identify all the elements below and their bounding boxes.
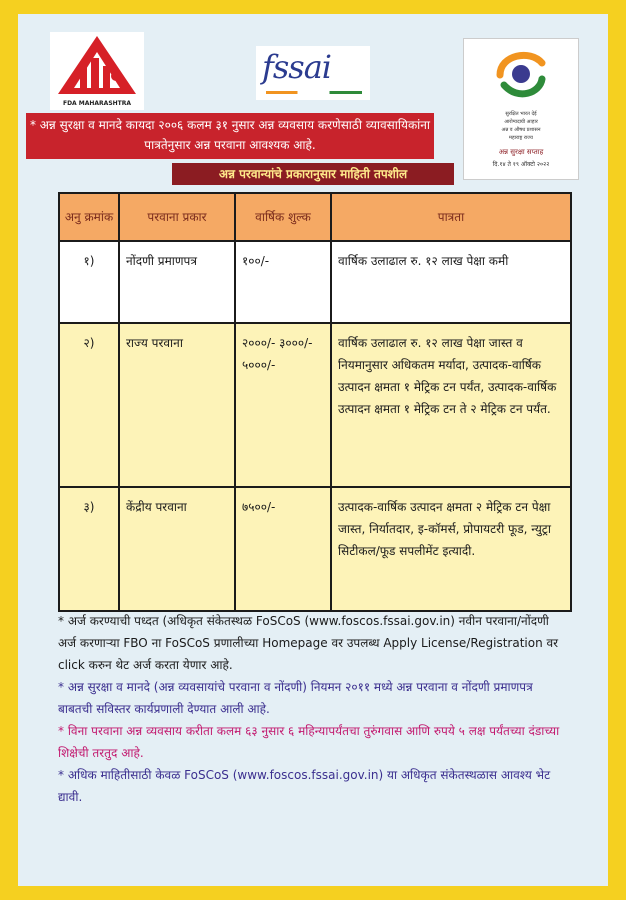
row-eligibility: वार्षिक उलाढाल रु. १२ लाख पेक्षा जास्त व नियमानुसार अधिकतम मर्यादा, उत्पादक-वार्षिक उत्पादन क्षमता १ मेट्रिक टन पर्यंत, उत्पादक-वार्षिक उत्पादन क्षमता १ मेट्रिक टन ते २ मेट्रिक टन पर्यंत. xyxy=(331,323,571,487)
logo-line-2: आरोग्यदायी आहार xyxy=(504,119,538,125)
note-application-method: * अर्ज करण्याची पध्दत (अधिकृत संकेतस्थळ FoSCoS (www.foscos.fssai.gov.in) नवीन परवाना/नोंदणी अर्ज करणाऱ्या FBO ना FoSCoS प्रणालीच्या Homepage वर उपलब्ध Apply License/Registration वर click करुन थेट अर्ज करता येणार आहे. xyxy=(58,614,559,672)
license-types-heading: अन्न परवान्यांचे प्रकारानुसार माहिती तपशील xyxy=(172,163,454,185)
food-safety-emblem-icon xyxy=(490,45,552,103)
fda-caption: FDA MAHARASHTRA xyxy=(62,100,132,107)
logo-line-4: महाराष्ट्र राज्य xyxy=(509,135,533,141)
logo-line-5: अन्न सुरक्षा सप्ताह xyxy=(498,148,544,156)
logo-line-1: सुरक्षित भारत देई xyxy=(505,111,537,117)
col-header-serial: अनु क्रमांक xyxy=(59,193,119,241)
notes-section xyxy=(58,610,568,808)
row-serial: ३) xyxy=(59,487,119,611)
row-fee: १००/- xyxy=(235,241,331,323)
col-header-eligibility: पात्रता xyxy=(331,193,571,241)
row-fee: २०००/- ३०००/- ५०००/- xyxy=(235,323,331,487)
table-header-row xyxy=(59,193,571,241)
row-serial: २) xyxy=(59,323,119,487)
table-row xyxy=(59,487,571,611)
row-fee: ७५००/- xyxy=(235,487,331,611)
fssai-wordmark: fssai xyxy=(262,48,331,86)
table-row xyxy=(59,241,571,323)
col-header-annual-fee: वार्षिक शुल्क xyxy=(235,193,331,241)
row-license-type: राज्य परवाना xyxy=(119,323,235,487)
note-more-info: * अधिक माहितीसाठी केवळ FoSCoS (www.foscos.fssai.gov.in) या अधिकृत संकेतस्थळास आवश्य भेट द्यावी. xyxy=(58,768,551,804)
row-eligibility: वार्षिक उलाढाल रु. १२ लाख पेक्षा कमी xyxy=(331,241,571,323)
row-license-type: केंद्रीय परवाना xyxy=(119,487,235,611)
table-row xyxy=(59,323,571,487)
col-header-license-type: परवाना प्रकार xyxy=(119,193,235,241)
license-table xyxy=(58,192,572,612)
fda-triangle-icon xyxy=(50,32,144,98)
tricolor-underline xyxy=(266,91,362,94)
license-requirement-banner: * अन्न सुरक्षा व मानदे कायदा २००६ कलम ३१ नुसार अन्न व्यवसाय करणेसाठी व्यावसायिकांना पात्रतेनुसार अन्न परवाना आवश्यक आहे. xyxy=(26,113,434,159)
note-penalty: * विना परवाना अन्न व्यवसाय करीता कलम ६३ नुसार ६ महिन्यापर्यंतचा तुरुंगवास आणि रुपये ५ लक्ष पर्यंतच्या दंडाच्या शिक्षेची तरतुद आहे. xyxy=(58,724,560,760)
fssai-logo xyxy=(256,46,370,100)
fda-maharashtra-logo xyxy=(50,32,144,110)
note-regulation: * अन्न सुरक्षा व मानदे (अन्न व्यवसायांचे परवाना व नोंदणी) नियमन २०११ मध्ये अन्न परवाना व नोंदणी प्रमाणपत्र बाबतची सविस्तर कार्यप्रणाली देण्यात आली आहे. xyxy=(58,680,533,716)
row-eligibility: उत्पादक-वार्षिक उत्पादन क्षमता २ मेट्रिक टन पेक्षा जास्त, निर्यातदार, इ-कॉमर्स, प्रोपायटरी फूड, न्युट्रा सिटीकल/फूड सपलीमेंट इत्यादी. xyxy=(331,487,571,611)
row-serial: १) xyxy=(59,241,119,323)
logo-line-3: अन्न व औषध प्रशासन xyxy=(501,127,541,133)
food-safety-week-logo xyxy=(463,38,579,180)
row-license-type: नोंदणी प्रमाणपत्र xyxy=(119,241,235,323)
logo-line-6: दि.१४ ते १९ ऑक्टो २०२२ xyxy=(492,161,550,168)
